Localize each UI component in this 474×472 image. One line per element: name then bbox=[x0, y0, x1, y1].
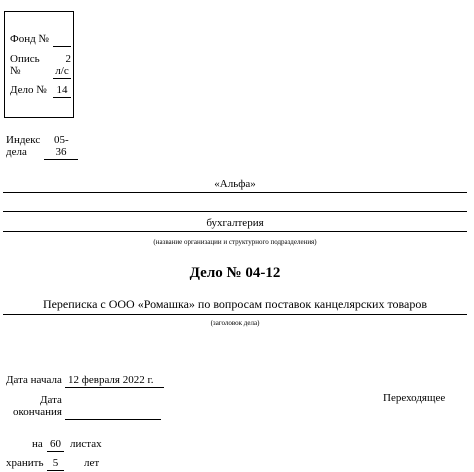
retention-suffix: лет bbox=[84, 457, 100, 469]
case-heading-caption: (заголовок дела) bbox=[210, 319, 260, 327]
organization-caption: (название организации и структурного подразделения) bbox=[153, 238, 317, 246]
opis-label: Опись bbox=[10, 53, 40, 65]
fond-label: Фонд № bbox=[10, 33, 49, 45]
opis-value-ls: л/с bbox=[53, 65, 71, 79]
organization-line bbox=[3, 192, 467, 193]
opis-label-no: № bbox=[10, 65, 21, 77]
organization-name: «Альфа» bbox=[214, 178, 256, 190]
case-status: Переходящее bbox=[383, 392, 446, 404]
division-line bbox=[3, 231, 467, 232]
sheets-value: 60 bbox=[47, 438, 64, 452]
fund-box bbox=[4, 11, 74, 118]
index-label-case: дела bbox=[6, 146, 27, 158]
end-date-label: Дата bbox=[40, 394, 62, 406]
case-heading-line bbox=[3, 314, 467, 315]
organization-line-2 bbox=[3, 211, 467, 212]
end-date-label-2: окончания bbox=[13, 406, 62, 418]
index-value-number: 36 bbox=[44, 146, 78, 160]
index-label: Индекс bbox=[6, 134, 41, 146]
case-title: Дело № 04-12 bbox=[189, 265, 281, 281]
index-value: 05- bbox=[54, 134, 69, 146]
case-heading: Переписка с ООО «Ромашка» по вопросам поставок канцелярских товаров bbox=[42, 297, 428, 311]
division-name: бухгалтерия bbox=[206, 217, 264, 229]
delo-label: Дело № bbox=[10, 84, 47, 96]
end-date-value bbox=[65, 406, 161, 420]
sheets-prefix: на bbox=[32, 438, 43, 450]
sheets-suffix: листах bbox=[70, 438, 102, 450]
fond-value bbox=[53, 33, 71, 47]
retention-prefix: хранить bbox=[6, 457, 44, 469]
start-date-value: 12 февраля 2022 г. bbox=[65, 374, 164, 388]
opis-value: 2 bbox=[65, 53, 71, 65]
retention-value: 5 bbox=[47, 457, 64, 471]
delo-value: 14 bbox=[53, 84, 71, 98]
start-date-label: Дата начала bbox=[6, 374, 62, 386]
